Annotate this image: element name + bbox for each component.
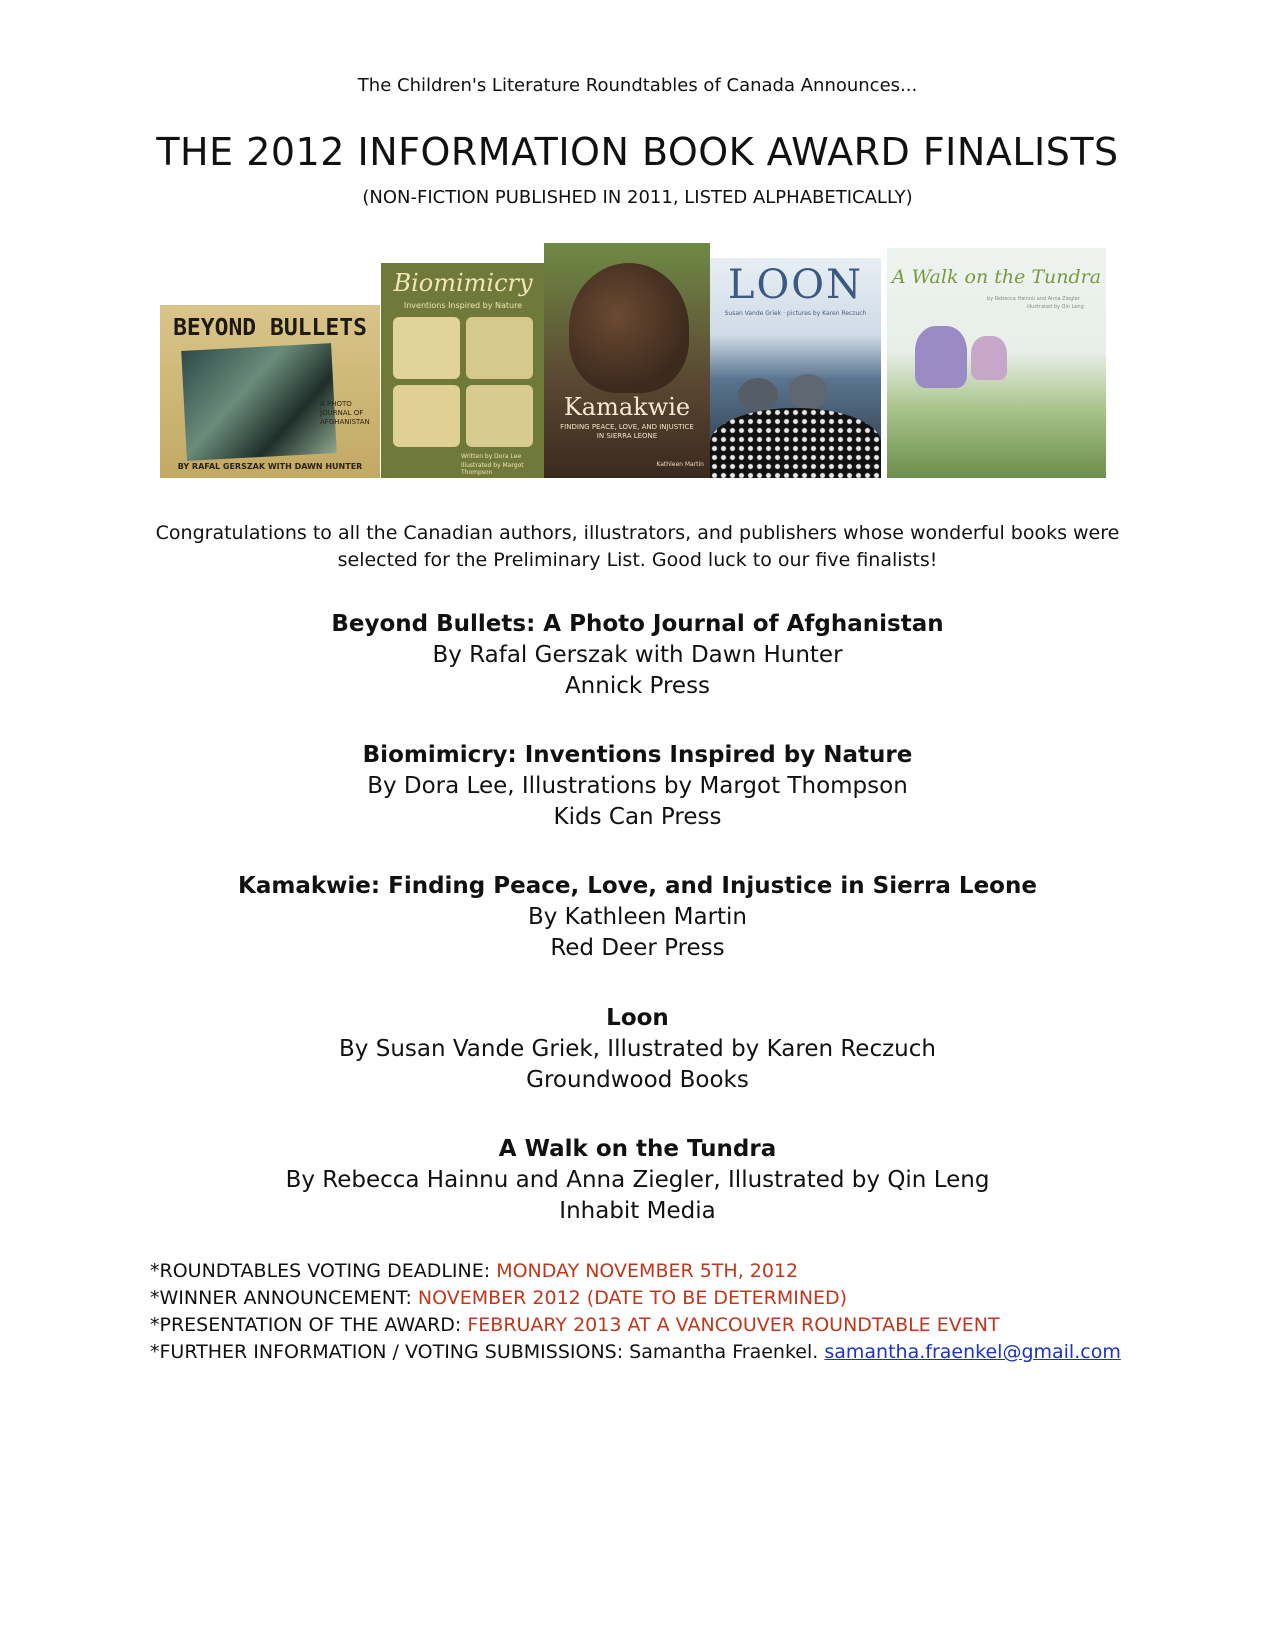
book-publisher: Kids Can Press	[553, 804, 722, 830]
page-subtitle: (NON-FICTION PUBLISHED IN 2011, LISTED ALPHABETICALLY)	[362, 187, 913, 208]
note-label: *ROUNDTABLES VOTING DEADLINE:	[150, 1260, 497, 1282]
finalist-entry	[0, 1134, 1275, 1227]
cover-credit: by Rebecca Hainnu and Anna Ziegler	[987, 296, 1080, 302]
event-details	[150, 1258, 1121, 1366]
book-title: Kamakwie: Finding Peace, Love, and Injustice in Sierra Leone	[238, 873, 1037, 899]
book-title: A Walk on the Tundra	[498, 1136, 777, 1162]
book-publisher: Annick Press	[564, 673, 711, 699]
book-publisher: Groundwood Books	[526, 1067, 749, 1093]
cover-title: Kamakwie	[563, 393, 691, 421]
butterfly-tile	[466, 385, 533, 447]
finalist-entry	[0, 1003, 1275, 1096]
book-authors: By Rafal Gerszak with Dawn Hunter	[432, 642, 843, 668]
book-title: Biomimicry: Inventions Inspired by Nature	[362, 742, 913, 768]
loon-adult	[710, 408, 881, 478]
cover-subtitle: FINDING PEACE, LOVE, AND INJUSTICE IN SIERRA LEONE	[560, 423, 694, 440]
note-label: *FURTHER INFORMATION / VOTING SUBMISSIONS:	[150, 1341, 630, 1363]
page-title: THE 2012 INFORMATION BOOK AWARD FINALISTS	[156, 130, 1119, 174]
cover-beyond-bullets	[160, 305, 380, 478]
voting-deadline-value: MONDAY NOVEMBER 5TH, 2012	[496, 1260, 799, 1282]
cover-loon	[710, 258, 881, 478]
cover-title: BEYOND BULLETS	[173, 315, 367, 341]
leaf-tile	[466, 317, 533, 379]
book-publisher: Red Deer Press	[550, 935, 725, 961]
contact-name: Samantha Fraenkel.	[629, 1341, 825, 1363]
cover-title: A Walk on the Tundra	[891, 266, 1102, 288]
congratulations-paragraph	[0, 520, 1275, 574]
shell-tile	[393, 317, 460, 379]
winner-announcement-line	[150, 1285, 1121, 1312]
announcement-line: The Children's Literature Roundtables of Canada Announces...	[357, 75, 918, 96]
loon-chick-1	[738, 378, 778, 412]
presentation-value: FEBRUARY 2013 AT A VANCOUVER ROUNDTABLE EVENT	[467, 1314, 1000, 1336]
cover-walk-on-the-tundra	[887, 248, 1106, 478]
cover-title: LOON	[727, 262, 864, 308]
winner-announcement-value: NOVEMBER 2012 (DATE TO BE DETERMINED)	[417, 1287, 848, 1309]
finalist-entry	[0, 871, 1275, 964]
note-label: *PRESENTATION OF THE AWARD:	[150, 1314, 468, 1336]
cover-credit: BY RAFAL GERSZAK WITH DAWN HUNTER	[177, 462, 363, 471]
presentation-line	[150, 1312, 1121, 1339]
cover-tagline: A PHOTO JOURNAL OF AFGHANISTAN	[320, 400, 370, 426]
cover-photo	[181, 343, 337, 461]
book-authors: By Dora Lee, Illustrations by Margot Thompson	[367, 773, 908, 799]
book-publisher: Inhabit Media	[559, 1198, 716, 1224]
cover-author: Kathleen Martin	[656, 461, 704, 468]
contact-email-link[interactable]: samantha.fraenkel@gmail.com	[824, 1341, 1121, 1363]
congrats-line-1: Congratulations to all the Canadian authors, illustrators, and publishers whose wonderful books were	[155, 522, 1120, 544]
voting-deadline-line	[150, 1258, 1121, 1285]
cover-biomimicry	[381, 263, 545, 478]
book-title: Beyond Bullets: A Photo Journal of Afghanistan	[331, 611, 944, 637]
further-info-line	[150, 1339, 1121, 1366]
figure-child	[971, 336, 1007, 380]
cover-subtitle: Inventions Inspired by Nature	[403, 301, 523, 310]
congrats-line-2: selected for the Preliminary List. Good luck to our five finalists!	[337, 549, 938, 571]
cover-title: Biomimicry	[393, 269, 533, 297]
flower-tile	[393, 385, 460, 447]
book-authors: By Rebecca Hainnu and Anna Ziegler, Illustrated by Qin Leng	[285, 1167, 990, 1193]
cover-credit: Susan Vande Griek · pictures by Karen Reczuch	[724, 310, 867, 317]
finalist-entry	[0, 609, 1275, 702]
cover-kamakwie	[544, 243, 710, 478]
figure-grandmother	[915, 326, 967, 388]
cover-credit-2: illustrated by Qin Leng	[1027, 304, 1084, 310]
note-label: *WINNER ANNOUNCEMENT:	[150, 1287, 418, 1309]
loon-chick-2	[788, 374, 828, 410]
book-authors: By Kathleen Martin	[527, 904, 748, 930]
book-title: Loon	[606, 1005, 669, 1031]
cover-tiles	[393, 317, 533, 447]
cover-photo-faces	[569, 263, 689, 393]
finalist-entry	[0, 740, 1275, 833]
cover-credit-2: Illustrated by Margot Thompson	[461, 462, 524, 476]
book-authors: By Susan Vande Griek, Illustrated by Karen Reczuch	[339, 1036, 936, 1062]
cover-credit: Written by Dora Lee	[461, 453, 522, 460]
